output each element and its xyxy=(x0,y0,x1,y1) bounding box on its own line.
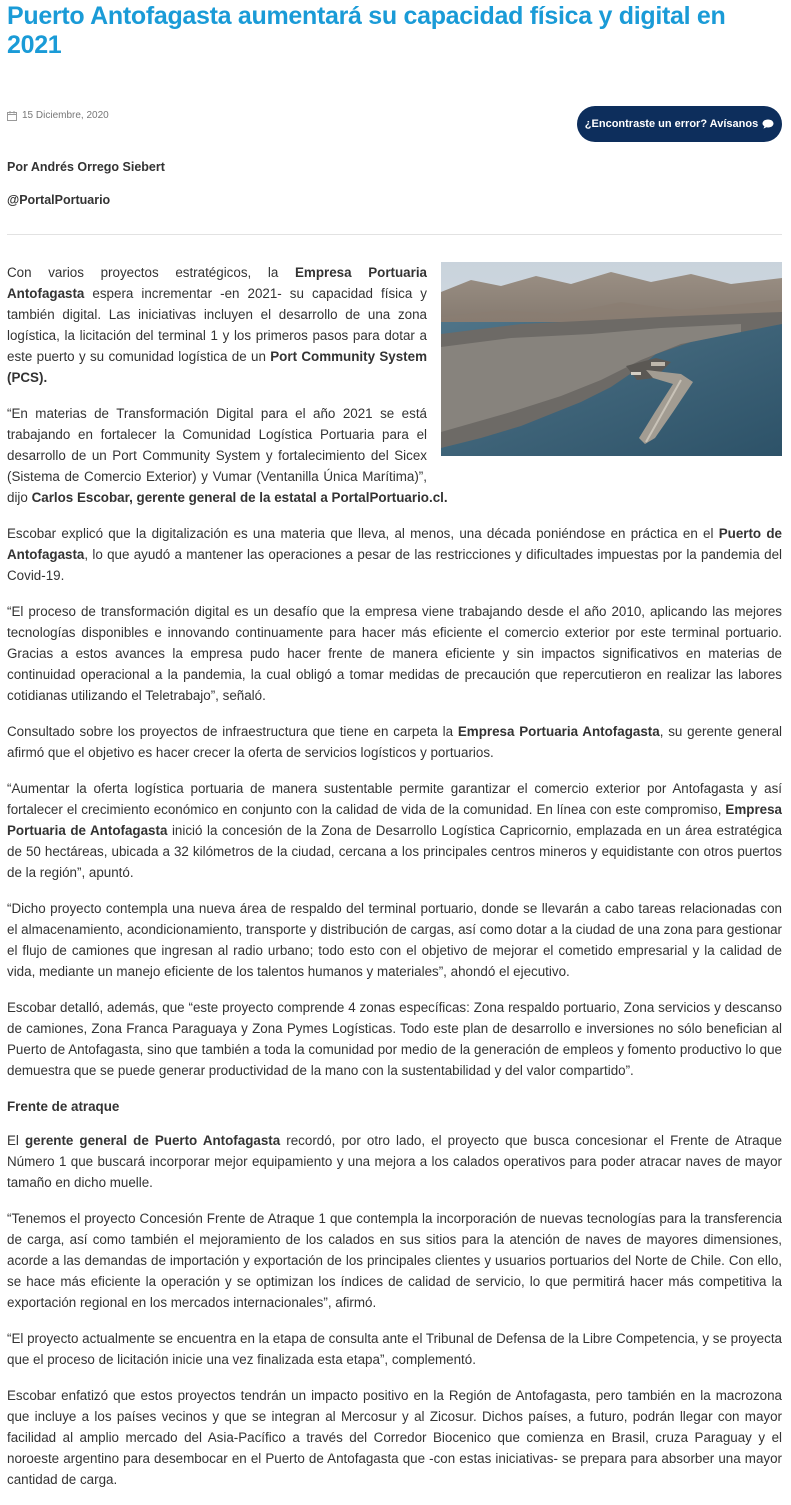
report-error-label: ¿Encontraste un error? Avísanos xyxy=(584,118,759,130)
photo-float-spacer xyxy=(427,262,782,468)
paragraph: Consultado sobre los proyectos de infraestructura que tiene en carpeta la Empresa Portuaria Antofagasta, su gerente general afirmó que el objetivo es hacer crecer la oferta de servicios logísticos y portuarios. xyxy=(7,724,782,760)
calendar-icon xyxy=(7,111,17,121)
author-handle: @PortalPortuario xyxy=(7,193,111,207)
section-subheading: Frente de atraque xyxy=(7,1099,120,1114)
header-divider xyxy=(7,234,782,235)
paragraph: “El proceso de transformación digital es un desafío que la empresa viene trabajando desde el año 2010, aplicando las mejores tecnologías disponibles e innovando continuamente para hacer más eficiente el comercio exterior por este terminal portuario. Gracias a estos avances la empresa pudo hacer frente de manera eficiente y sin impactos significativos en materias de continuidad operacional a la pandemia, la cual obligó a tomar medidas de precaución que repercutieron en realizar las labores cotidianas utilizando el Teletrabajo”, señaló. xyxy=(7,604,782,703)
report-error-button[interactable] xyxy=(577,106,782,142)
paragraph: “Tenemos el proyecto Concesión Frente de Atraque 1 que contempla la incorporación de nuevas tecnologías para la transferencia de carga, así como también el mejoramiento de los calados en sus sitios para la atención de naves de mayores dimensiones, acorde a las demandas de importación y exportación de los principales clientes y usuarios portuarios del Norte de Chile. Con ello, se hace más eficiente la operación y se optimizan los índices de calidad de servicio, lo que permitirá hacer más competitiva la exportación regional en los mercados internacionales”, afirmó. xyxy=(7,1211,782,1310)
paragraph: Escobar enfatizó que estos proyectos tendrán un impacto positivo en la Región de Antofagasta, pero también en la macrozona que incluye a los países vecinos y que se integran al Mercosur y al Zicosur. Dichos países, a futuro, podrán llegar con mayor facilidad al amplio mercado del Asia-Pacífico a través del Corredor Biocenico que comienza en Brasil, cruza Paraguay y el noroeste argentino para desembocar en el Puerto de Antofagasta que -con estas iniciativas- se prepara para absorber una mayor cantidad de carga. xyxy=(7,1388,782,1487)
publish-date xyxy=(7,110,109,121)
paragraph: El gerente general de Puerto Antofagasta recordó, por otro lado, el proyecto que busca concesionar el Frente de Atraque Número 1 que buscará incorporar mejor equipamiento y una mejora a los calados operativos para poder atracar naves de mayor tamaño en dicho muelle. xyxy=(7,1133,782,1190)
paragraph: Con varios proyectos estratégicos, la Empresa Portuaria Antofagasta espera incrementar -en 2021- su capacidad física y también digital. Las iniciativas incluyen el desarrollo de una zona logística, la licitación del terminal 1 y los primeros pasos para dotar a este puerto y su comunidad logística de un Port Community System (PCS). xyxy=(7,265,428,385)
paragraph: “Dicho proyecto contempla una nueva área de respaldo del terminal portuario, donde se llevarán a cabo tareas relacionadas con el almacenamiento, acondicionamiento, transporte y distribución de cargas, así como dotar a la ciudad de una zona para gestionar el flujo de camiones que ingresan al radio urbano; todo esto con el objetivo de mejorar el cometido empresarial y la calidad de vida, mediante un manejo eficiente de los talentos humanos y materiales”, ahondó el ejecutivo. xyxy=(7,901,782,979)
paragraph: Escobar detalló, además, que “este proyecto comprende 4 zonas específicas: Zona respaldo portuario, Zona servicios y descanso de camiones, Zona Franca Paraguaya y Zona Pymes Logísticas. Todo este plan de desarrollo e inversiones no sólo benefician al Puerto de Antofagasta, sino que también a toda la comunidad por medio de la generación de empleos y fomento productivo lo que demuestra que se puede generar productividad de la mano con la sustentabilidad y del valor compartido”. xyxy=(7,1000,782,1078)
paragraph: “Aumentar la oferta logística portuaria de manera sustentable permite garantizar el comercio exterior por Antofagasta y así fortalecer el crecimiento económico en conjunto con la calidad de vida de la comunidad. En línea con este compromiso, Empresa Portuaria de Antofagasta inició la concesión de la Zona de Desarrollo Logística Capricornio, emplazada en un área estratégica de 50 hectáreas, ubicada a 32 kilómetros de la ciudad, cercana a los principales centros mineros y equidistante con otros puertos de la región”, apuntó. xyxy=(7,781,782,880)
paragraph: “El proyecto actualmente se encuentra en la etapa de consulta ante el Tribunal de Defensa de la Libre Competencia, y se proyecta que el proceso de licitación inicie una vez finalizada esta etapa”, complementó. xyxy=(7,1331,782,1367)
paragraph: “En materias de Transformación Digital para el año 2021 se está trabajando en fortalecer la Comunidad Logística Portuaria para el desarrollo de un Port Community System y fortalecimiento del Sicex (Sistema de Comercio Exterior) y Vumar (Ventanilla Única Marítima)”, dijo Carlos Escobar, gerente general de la estatal a PortalPortuario.cl. xyxy=(7,406,448,505)
author-name: Por Andrés Orrego Siebert xyxy=(7,160,165,174)
speech-bubble-icon xyxy=(762,119,774,129)
paragraph: Escobar explicó que la digitalización es una materia que lleva, al menos, una década poniéndose en práctica en el Puerto de Antofagasta, lo que ayudó a mantener las operaciones a pesar de las restricciones y dificultades impuestas por la pandemia del Covid-19. xyxy=(7,526,782,583)
publish-date-text: 15 Diciembre, 2020 xyxy=(22,110,109,121)
article-body xyxy=(7,262,782,1505)
article-title: Puerto Antofagasta aumentará su capacidad física y digital en 2021 xyxy=(7,2,726,59)
